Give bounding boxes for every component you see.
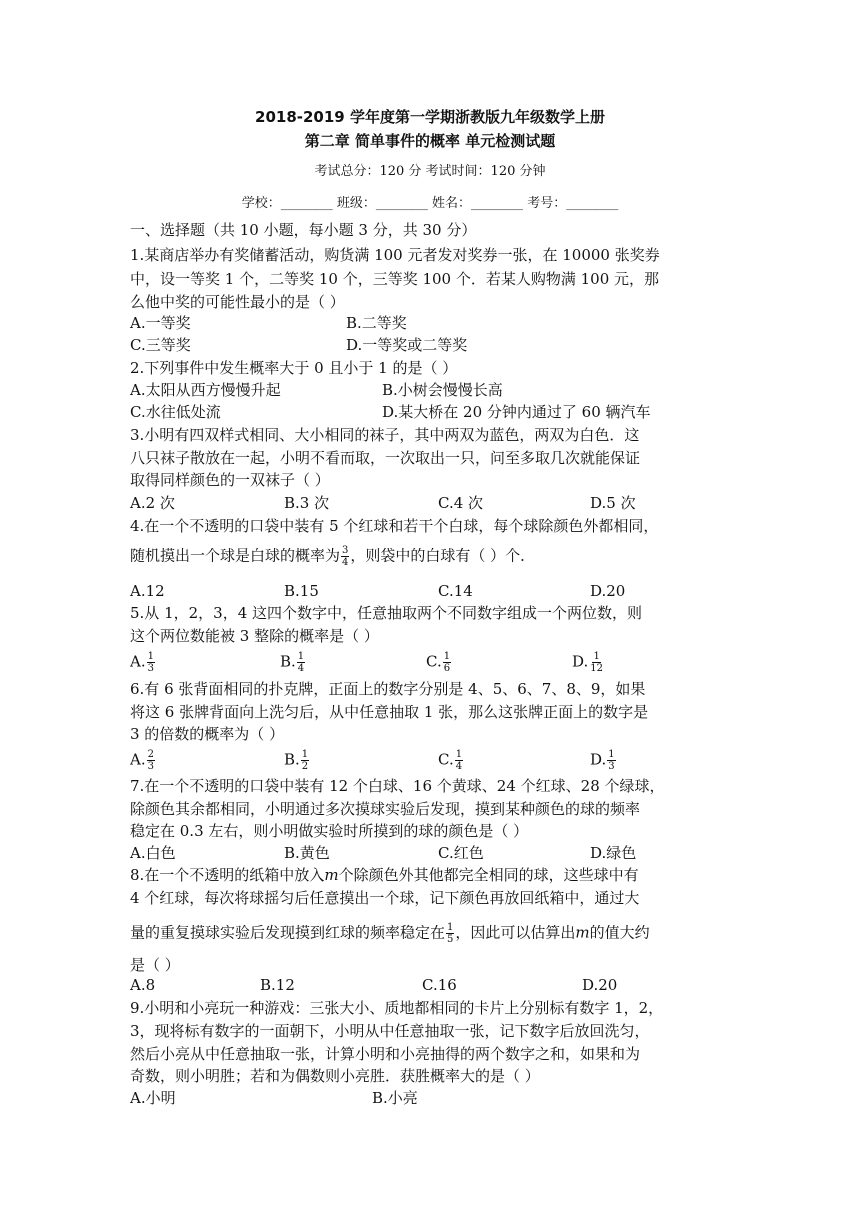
q2-option-c: C.水往低处流 [130,403,221,421]
q1-text-line: 1.某商店举办有奖储蓄活动，购货满 100 元者发对奖券一张，在 10000 张奖券 [130,246,660,264]
option-letter: B. [284,750,300,769]
fraction [455,749,463,772]
q6-option-c [438,749,464,772]
q7-option-d: D.绿色 [590,844,637,862]
q9-option-b: B.小亮 [372,1089,418,1107]
q8-text-line: 是（ ） [130,956,180,974]
fraction [147,651,155,674]
q6-option-d [590,749,617,772]
fraction-numerator: 1 [593,651,600,662]
q3-option-b: B.3 次 [284,494,330,512]
q1-text-line: 中，设一等奖 1 个，二等奖 10 个，三等奖 100 个．若某人购物满 100 元，那 [130,270,660,288]
student-fields: 学校：________ 班级：________ 姓名：________ 考号：________ [241,196,619,211]
q7-option-c: C.红色 [438,844,484,862]
q8-text-part: 的值大约 [589,923,650,942]
q1-option-c: C.三等奖 [130,336,191,354]
fraction-numerator: 1 [455,749,463,760]
option-letter: A. [130,750,146,769]
q8-text-part: 量的重复摸球实验后发现摸到红球的频率稳定在 [130,923,446,942]
q4-option-b: B.15 [284,582,319,600]
fraction [607,749,615,772]
q3-text-line: 3.小明有四双样式相同、大小相同的袜子，其中两双为蓝色，两双为白色．这 [130,426,640,444]
q8-option-a: A.8 [130,976,156,994]
q7-text-line: 除颜色其余都相同，小明通过多次摸球实验后发现，摸到某种颜色的球的频率 [130,800,641,818]
q3-option-d: D.5 次 [590,494,636,512]
q2-text-line: 2.下列事件中发生概率大于 0 且小于 1 的是（ ） [130,359,458,377]
q5-option-d [572,651,605,674]
q3-option-a: A.2 次 [130,494,175,512]
fraction-denominator: 3 [608,761,615,772]
q9-text-line: 3，现将标有数字的一面朝下，小明从中任意抽取一张，记下数字后放回洗匀， [130,1022,650,1040]
fraction-denominator: 3 [147,761,154,772]
fraction [589,651,604,674]
q8-option-b: B.12 [260,976,295,994]
fraction-numerator: 1 [608,749,615,760]
fraction [301,749,309,772]
fraction-denominator: 5 [447,934,454,945]
q3-option-c: C.4 次 [438,494,484,512]
fraction [147,749,155,772]
q4-text-line [130,545,535,568]
fraction-numerator: 1 [443,651,451,662]
q8-text-line [130,922,650,945]
q4-option-a: A.12 [130,582,165,600]
option-letter: C. [438,750,454,769]
q9-text-line: 奇数，则小明胜；若和为偶数则小亮胜．获胜概率大的是（ ） [130,1067,540,1085]
q1-text-line: 么他中奖的可能性最小的是（ ） [130,293,345,311]
q7-text-line: 7.在一个不透明的口袋中装有 12 个白球、16 个黄球、24 个红球、28 个绿球， [130,777,665,795]
section-heading: 一、选择题（共 10 小题，每小题 3 分，共 30 分） [130,221,477,239]
fraction [341,545,349,568]
q3-text-line: 取得同样颜色的一双袜子（ ） [130,471,330,489]
option-letter: C. [426,652,442,671]
q4-text-line: 4.在一个不透明的口袋中装有 5 个红球和若干个白球，每个球除颜色外都相同， [130,517,659,535]
q1-option-a: A.一等奖 [130,314,191,332]
option-letter: D. [572,652,589,671]
q8-text-part: ，因此可以估算出 [455,923,576,942]
option-letter: D. [590,750,607,769]
fraction-denominator: 4 [455,761,463,772]
fraction-numerator: 1 [301,749,309,760]
option-letter: A. [130,652,146,671]
q9-text-line: 然后小亮从中任意抽取一张，计算小明和小亮抽得的两个数字之和，如果和为 [130,1045,641,1063]
q7-text-line: 稳定在 0.3 左右，则小明做实验时所摸到的球的颜色是（ ） [130,822,529,840]
fraction-denominator: 4 [297,663,305,674]
fraction [443,651,451,674]
q8-text-part: 8.在一个不透明的纸箱中放入 [130,866,325,884]
q6-option-a [130,749,156,772]
q5-option-b [280,651,306,674]
q9-text-line: 9.小明和小亮玩一种游戏：三张大小、质地都相同的卡片上分别标有数字 1，2， [130,999,664,1017]
variable-m: m [324,866,339,884]
q4-option-d: D.20 [590,582,626,600]
fraction-numerator: 1 [447,922,454,933]
fraction-denominator: 3 [147,663,154,674]
fraction-denominator: 12 [590,663,603,674]
q6-text-line: 将这 6 张牌背面向上洗匀后，从中任意抽取 1 张，那么这张牌正面上的数字是 [130,703,649,721]
exam-info: 考试总分：120 分 考试时间：120 分钟 [314,164,546,179]
q6-text-line: 6.有 6 张背面相同的扑克牌，正面上的数字分别是 4、5、6、7、8、9，如果 [130,680,646,698]
q3-text-line: 八只袜子散放在一起，小明不看而取，一次取出一只，问至多取几次就能保证 [130,449,641,467]
fraction [446,922,454,945]
q5-text-line: 这个两位数能被 3 整除的概率是（ ） [130,627,379,645]
q9-option-a: A.小明 [130,1089,176,1107]
exam-title: 2018-2019 学年度第一学期浙教版九年级数学上册 [255,108,605,126]
fraction-numerator: 3 [342,545,349,556]
q4-text-part: 随机摸出一个球是白球的概率为 [130,546,341,565]
fraction-denominator: 4 [342,557,349,568]
q7-option-b: B.黄色 [284,844,330,862]
q8-text-part: 个除颜色外其他都完全相同的球，这些球中有 [338,866,639,884]
option-letter: B. [280,652,296,671]
fraction [297,651,305,674]
q2-option-b: B.小树会慢慢长高 [382,381,503,399]
fraction-denominator: 2 [301,761,309,772]
q1-option-b: B.二等奖 [346,314,407,332]
q8-text-line [130,865,639,885]
q5-option-c [426,651,452,674]
q1-option-d: D.一等奖或二等奖 [346,336,468,354]
q5-option-a [130,651,156,674]
q7-option-a: A.白色 [130,844,176,862]
q6-option-b [284,749,310,772]
q4-option-c: C.14 [438,582,473,600]
q8-option-c: C.16 [422,976,457,994]
q8-option-d: D.20 [582,976,618,994]
fraction-numerator: 1 [147,651,154,662]
chapter-title: 第二章 简单事件的概率 单元检测试题 [304,132,556,150]
q8-text-line: 4 个红球，每次将球摇匀后任意摸出一个球，记下颜色再放回纸箱中，通过大 [130,889,640,907]
q2-option-a: A.太阳从西方慢慢升起 [130,381,281,399]
q6-text-line: 3 的倍数的概率为（ ） [130,725,285,743]
variable-m: m [575,923,590,942]
q5-text-line: 5.从 1，2，3，4 这四个数字中，任意抽取两个不同数字组成一个两位数，则 [130,604,643,622]
fraction-numerator: 1 [297,651,305,662]
fraction-numerator: 2 [147,749,154,760]
q4-text-part: ，则袋中的白球有（ ）个． [350,546,536,565]
q2-option-d: D.某大桥在 20 分钟内通过了 60 辆汽车 [382,403,651,421]
fraction-denominator: 6 [443,663,451,674]
